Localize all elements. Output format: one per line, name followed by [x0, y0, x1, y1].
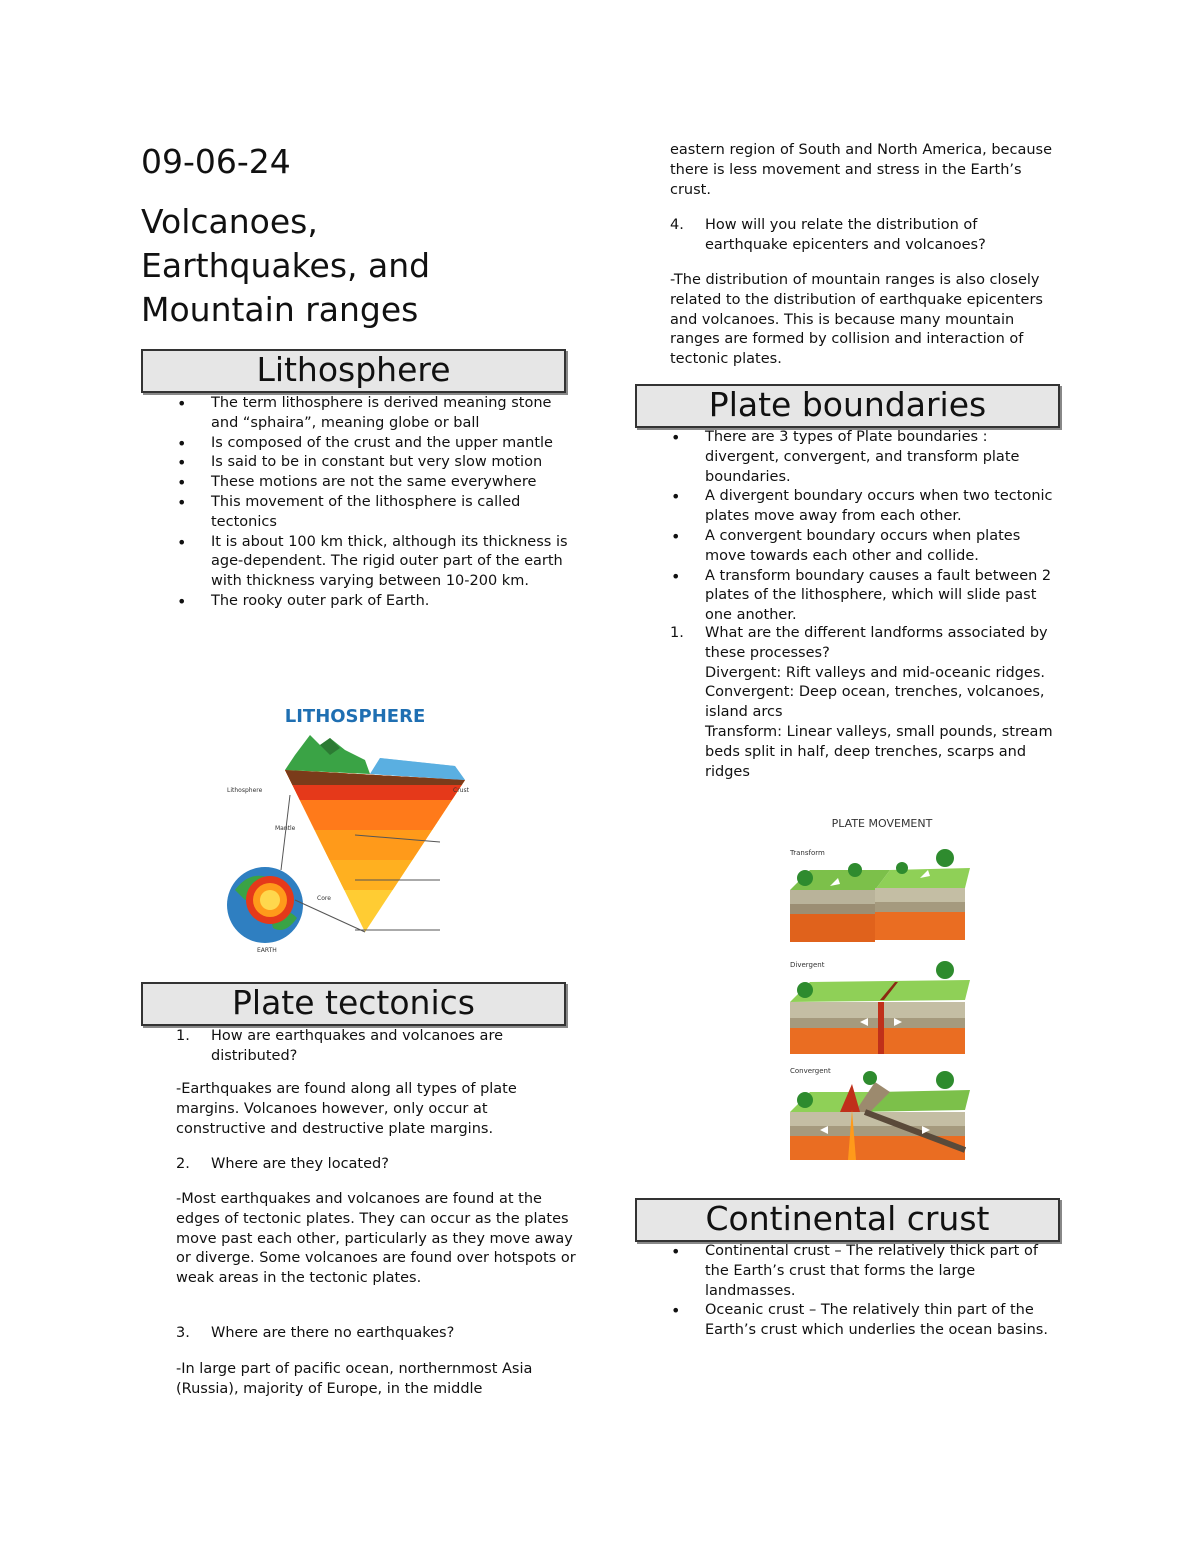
tectonics-question-4: [670, 216, 1060, 256]
question-text: Where are there no earthquakes?: [211, 1325, 455, 1341]
list-item: • A convergent boundary occurs when plates move towards each other and collide.: [670, 527, 1060, 567]
tectonics-answer-2: -Most earthquakes and volcanoes are found at the edges of tectonic plates. They can occur as the plates move past each other, particularly as they move away or diverge. Some volcanoes are found over hotspots or weak areas in the tectonic plates.: [176, 1191, 576, 1287]
lithosphere-bullet-list: [176, 394, 576, 612]
question-text: Where are they located?: [211, 1156, 389, 1172]
list-item: • A divergent boundary occurs when two tectonic plates move away from each other.: [670, 487, 1060, 527]
transform-figure-label: Transform: [790, 849, 825, 857]
list-item: • A transform boundary causes a fault between 2 plates of the lithosphere, which will slide past one another.: [670, 567, 1060, 626]
plate-movement-diagram: [780, 810, 980, 1165]
lithosphere-heading: Lithosphere: [141, 349, 566, 393]
tectonics-answer-3-part2: eastern region of South and North America, because there is less movement and stress in the Earth’s crust.: [670, 142, 1053, 198]
mantle-label: Mantle: [275, 825, 296, 832]
list-item: • Is said to be in constant but very slow motion: [176, 453, 576, 473]
page-title: Volcanoes, Earthquakes, and Mountain ranges: [141, 202, 431, 329]
crust-label: Crust: [453, 787, 469, 794]
question-number: 1.: [670, 625, 684, 641]
question-text: How are earthquakes and volcanoes are distributed?: [211, 1028, 504, 1064]
plate-movement-figure-title: PLATE MOVEMENT: [831, 817, 933, 830]
convergent-answer: Convergent: Deep ocean, trenches, volcanoes, island arcs: [705, 684, 1045, 721]
lithosphere-diagram: [215, 700, 495, 960]
question-number: 1.: [176, 1028, 190, 1044]
question-number: 4.: [670, 217, 684, 233]
tectonics-answer-3-part1: -In large part of pacific ocean, northernmost Asia (Russia), majority of Europe, in the middle: [176, 1361, 533, 1397]
divergent-figure-label: Divergent: [790, 961, 825, 969]
question-number: 3.: [176, 1325, 190, 1341]
list-item: • This movement of the lithosphere is called tectonics: [176, 493, 576, 533]
divergent-answer: Divergent: Rift valleys and mid-oceanic ridges.: [705, 664, 1046, 681]
transform-answer: Transform: Linear valleys, small pounds, stream beds split in half, deep trenches, scarps and ridges: [705, 723, 1053, 780]
question-text: How will you relate the distribution of earthquake epicenters and volcanoes?: [705, 217, 986, 253]
list-item: • It is about 100 km thick, although its thickness is age-dependent. The rigid outer part of the earth with thickness varying between 10-200 km.: [176, 533, 576, 592]
question-text: What are the different landforms associated by these processes?: [705, 625, 1048, 661]
continental-crust-heading: Continental crust: [635, 1198, 1060, 1242]
date-heading: 09-06-24: [141, 142, 291, 181]
tectonics-question-1: [176, 1027, 576, 1067]
list-item: • These motions are not the same everywhere: [176, 473, 576, 493]
lithosphere-label: Lithosphere: [227, 787, 263, 794]
list-item: • The term lithosphere is derived meaning stone and “sphaira”, meaning globe or ball: [176, 394, 576, 434]
tectonics-question-2: [176, 1155, 576, 1175]
continental-crust-bullet-list: [670, 1242, 1060, 1341]
convergent-figure-label: Convergent: [790, 1067, 831, 1075]
plate-tectonics-heading: Plate tectonics: [141, 982, 566, 1026]
list-item: • Continental crust – The relatively thick part of the Earth’s crust that forms the large landmasses.: [670, 1242, 1060, 1301]
list-item: • Oceanic crust – The relatively thin part of the Earth’s crust which underlies the ocean basins.: [670, 1301, 1060, 1341]
plate-boundaries-bullet-list: [670, 428, 1060, 626]
question-number: 2.: [176, 1156, 190, 1172]
core-label: Core: [317, 895, 331, 902]
tectonics-answer-4: -The distribution of mountain ranges is also closely related to the distribution of earthquake epicenters and volcanoes. This is because many mountain ranges are formed by collision and interaction of tectonic plates.: [670, 272, 1043, 368]
lithosphere-figure-title: LITHOSPHERE: [284, 706, 426, 727]
list-item: • There are 3 types of Plate boundaries : divergent, convergent, and transform plate boundaries.: [670, 428, 1060, 487]
list-item: • The rooky outer park of Earth.: [176, 592, 576, 612]
plate-boundaries-heading: Plate boundaries: [635, 384, 1060, 428]
tectonics-answer-1: -Earthquakes are found along all types of plate margins. Volcanoes however, only occur at constructive and destructive plate margins.: [176, 1081, 517, 1137]
boundaries-question-1: [670, 624, 1060, 782]
tectonics-question-3: [176, 1324, 576, 1344]
list-item: • Is composed of the crust and the upper mantle: [176, 434, 576, 454]
earth-label: EARTH: [257, 947, 277, 954]
